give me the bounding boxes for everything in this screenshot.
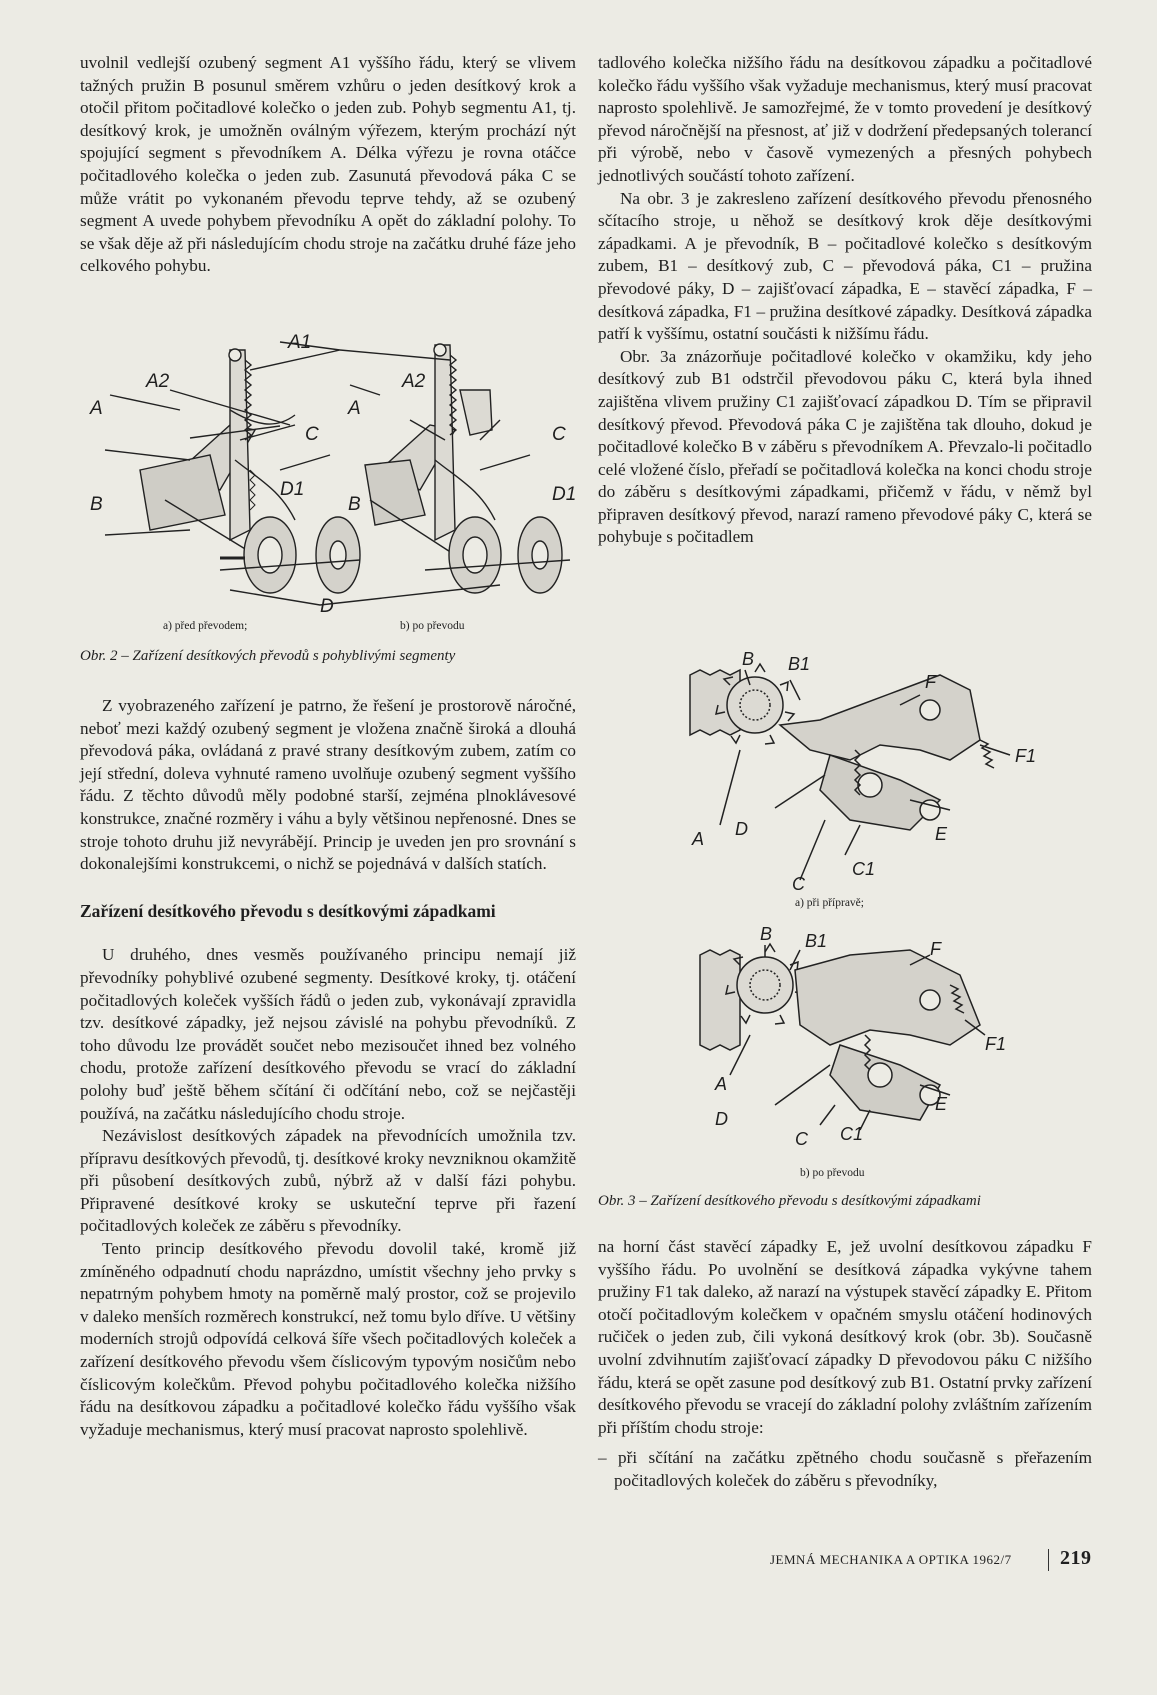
fig3a-label-A: A <box>692 829 705 849</box>
fig2-label-Cb: C <box>552 424 566 445</box>
fig2-label-D1b: D1 <box>552 484 577 505</box>
fig3b-label-B: B <box>760 925 773 944</box>
fig2-label-C: C <box>305 424 319 445</box>
fig3-sub-a: a) při přípravě; <box>795 897 864 909</box>
fig3b-label-C: C <box>795 1129 808 1149</box>
fig2-label-B: B <box>90 494 103 515</box>
fig2-caption: Obr. 2 – Zařízení desítkových převodů s pohyblivými segmenty <box>80 648 456 664</box>
paragraph: na horní část stavěcí západky E, jež uvolní desítkovou západku F vyššího řádu. Po uvolnění se desítková západka vykývne tahem pružiny F1 tak daleko, až narazí na výstupek stavěcí západky E. Přitom otočí počitadlovým kolečkem v opačném smyslu otáčení hodinových ručiček o jeden zub, čili vykoná desítkový krok (obr. 3b). Současně uvolní zdvihnutím zajišťovací západky D převodovou páku C nižšího řádu, která se opět zasune pod desítkový zub B1. Ostatní prvky zařízení desítkového převodu se vracejí do základní polohy zvláštním zařízením při příštím chodu stroje: <box>598 1237 1092 1437</box>
fig2-label-A1: A1 <box>288 332 312 353</box>
paragraph: uvolnil vedlejší ozubený segment A1 vyššího řádu, který se vlivem tažných pružin B posunul směrem vzhůru o jeden desítkový krok a otočil přitom počitadlové kolečko o jeden zub. Pohyb segmentu A1, tj. desítkový krok, je umožněn oválným výřezem, kterým prochází nýt spojující segment s převodníkem A. Délka výřezu je rovna otáčce počitadlového kolečka o jeden zub. Zasunutá převodová páka C se může vrátit po vykonaném převodu teprve tehdy, až se ozubený segment A uvede pohybem převodníku A opět do základní polohy. To se však děje až při následujícím chodu stroje na začátku druhé fáze jeho celkového pohybu. <box>80 53 576 276</box>
paragraph: – při sčítání na začátku zpětného chodu současně s přeřazením počitadlových koleček do záběru s převodníky, <box>598 1448 1092 1490</box>
page-number: 219 <box>1060 1547 1092 1569</box>
section-heading: Zařízení desítkového převodu s desítkovými západkami <box>80 900 496 921</box>
fig3a-label-D: D <box>735 819 748 839</box>
figure-3a <box>680 650 1100 890</box>
fig3a-label-C1: C1 <box>852 859 876 879</box>
fig2-label-A2: A2 <box>146 371 170 392</box>
fig3a-label-F1: F1 <box>1015 746 1037 766</box>
paragraph: Tento princip desítkového převodu dovolil také, kromě již zmíněného odpadnutí chodu naprázdno, umístit všechny jeho prvky s nepatrným pohybem hmoty na poměrně malý prostor, což se projevilo v daleko menších rozměrech konstrukcí, než tomu bylo dříve. U většiny moderních strojů odpovídá celková šíře všech počitadlových koleček a zařízení desítkového převodu všem číslicovým typovým nosičům nebo číslicovým kolečkům. Převod pohybu počitadlového kolečka nižšího řádu na desítkovou západku a počitadlové kolečko řádu vyššího však vyžaduje mechanismus, který musí pracovat naprosto spolehlivě. <box>80 1239 576 1439</box>
fig2-label-A2b: A2 <box>402 371 426 392</box>
fig3b-label-B1: B1 <box>805 931 828 951</box>
fig2-label-A: A <box>90 398 103 419</box>
fig3-caption: Obr. 3 – Zařízení desítkového převodu s desítkovými západkami <box>598 1193 981 1209</box>
footer-divider <box>1048 1549 1049 1571</box>
paragraph: Z vyobrazeného zařízení je patrno, že řešení je prostorově náročné, neboť mezi každý ozubený segment je vložena značně široká a dlouhá převodová páka, ovládaná z pravé strany desítkovým zubem, zatím co její střední, doleva vyhnuté rameno uvolňuje ozubený segment vyššího řádu. Z těchto důvodů měly podobné starší, zejména plnoklávesové konstrukce, značné rozměry i váhu a byly většinou nepřenosné. Dnes se stroje tohoto druhu již nevyrábějí. Princip je uveden jen pro srovnání s dokonalejšími konstrukcemi, o nichž se pojednává v dalších statích. <box>80 696 576 874</box>
figure-3b <box>680 925 1100 1165</box>
fig3b-label-D: D <box>715 1109 728 1129</box>
fig3b-label-F: F <box>930 939 941 959</box>
journal-name: JEMNÁ MECHANIKA A OPTIKA 1962/7 <box>770 1552 1012 1567</box>
fig2-sub-a: a) před převodem; <box>163 620 248 632</box>
fig3a-label-B1: B1 <box>788 654 811 674</box>
fig2-sub-b: b) po převodu <box>400 620 465 632</box>
fig3a-label-E: E <box>935 824 948 844</box>
fig2-label-Ab: A <box>348 398 361 419</box>
paragraph: Nezávislost desítkových západek na převodnících umožnila tzv. přípravu desítkových převodů, tj. desítkové kroky nevzniknou okamžitě při působení desítkových zubů, nýbrž až v další fázi pohybu. Připravené desítkové kroky se uskuteční teprve při řazení počitadlových koleček ze záběru s převodníky. <box>80 1126 576 1236</box>
page-footer <box>770 1547 1092 1569</box>
fig3a-label-C: C <box>792 874 805 890</box>
paragraph: tadlového kolečka nižšího řádu na desítkovou západku a počitadlové kolečko řádu vyššího však vyžaduje mechanismus, který musí pracovat naprosto spolehlivě. Je samozřejmé, že v tomto provedení je desítkový převod náročnější na přesnost, ať již v dodržení předepsaných tolerancí při výrobě, nebo v časově vymezených a přesných pohybech jednotlivých součástí tohoto zařízení. <box>598 53 1092 185</box>
left-column-bottom <box>80 695 576 1441</box>
left-column-top <box>80 52 576 278</box>
fig3b-label-E: E <box>935 1094 948 1114</box>
fig2-label-D1: D1 <box>280 479 305 500</box>
right-column-top <box>598 52 1092 549</box>
paragraph: Obr. 3a znázorňuje počitadlové kolečko v okamžiku, kdy jeho desítkový zub B1 odstrčil převodovou páku C, která byla ihned zajištěna vlivem pružiny C1 zajišťovací západkou D. Tím se připravil desítkový převod. Převodová páka C je zajištěna tak dlouho, dokud je počitadlové kolečko B v záběru s převodníkem A. Převzalo-li počitadlo celé vložené číslo, přeřadí se počitadlová kolečka na konci chodu stroje do záběru s desítkovými západkami, přičemž v řádu, v němž byl připraven desítkový převod, narazí rameno převodové páky C, která se pohybuje s počitadlem <box>598 346 1092 547</box>
fig3b-label-C1: C1 <box>840 1124 864 1144</box>
paragraph: U druhého, dnes vesměs používaného principu nemají již převodníky pohyblivé ozubené segmenty. Desítkové kroky, tj. otáčení počitadlových koleček vyšších řádů o jeden zub, vykonávají zpravidla tzv. desítkové západky, jež nejsou závislé na pohybu převodníků. Z toho důvodu lze provádět součet nebo mezisoučet ihned bez volného chodu, protože zařízení desítkového převodu se vrací do základní polohy buď ještě během sčítání či odčítání nebo, což se nejčastěji používá, na začátku následujícího chodu stroje. <box>80 945 576 1123</box>
right-column-bottom <box>598 1236 1092 1493</box>
figure-2 <box>80 330 580 630</box>
fig2-label-Bb: B <box>348 494 361 515</box>
paragraph: Na obr. 3 je zakresleno zařízení desítkového převodu přenosného sčítacího stroje, u něhož se desítkový krok děje desítkovými západkami. A je převodník, B – počitadlové kolečko s desítkovým zubem, B1 – desítkový zub, C – převodová páka, C1 – pružina převodové páky, D – zajišťovací západka, E – stavěcí západka, F – desítková západka, F1 – pružina desítkové západky. Desítková západka patří k vyššímu, ostatní součásti k nižšímu řádu. <box>598 188 1092 344</box>
fig3b-label-A: A <box>715 1074 728 1094</box>
fig3a-label-F: F <box>925 672 936 692</box>
fig3b-label-F1: F1 <box>985 1034 1007 1054</box>
fig3a-label-B: B <box>742 650 755 669</box>
fig3-sub-b: b) po převodu <box>800 1167 865 1179</box>
fig2-label-D: D <box>320 596 334 617</box>
